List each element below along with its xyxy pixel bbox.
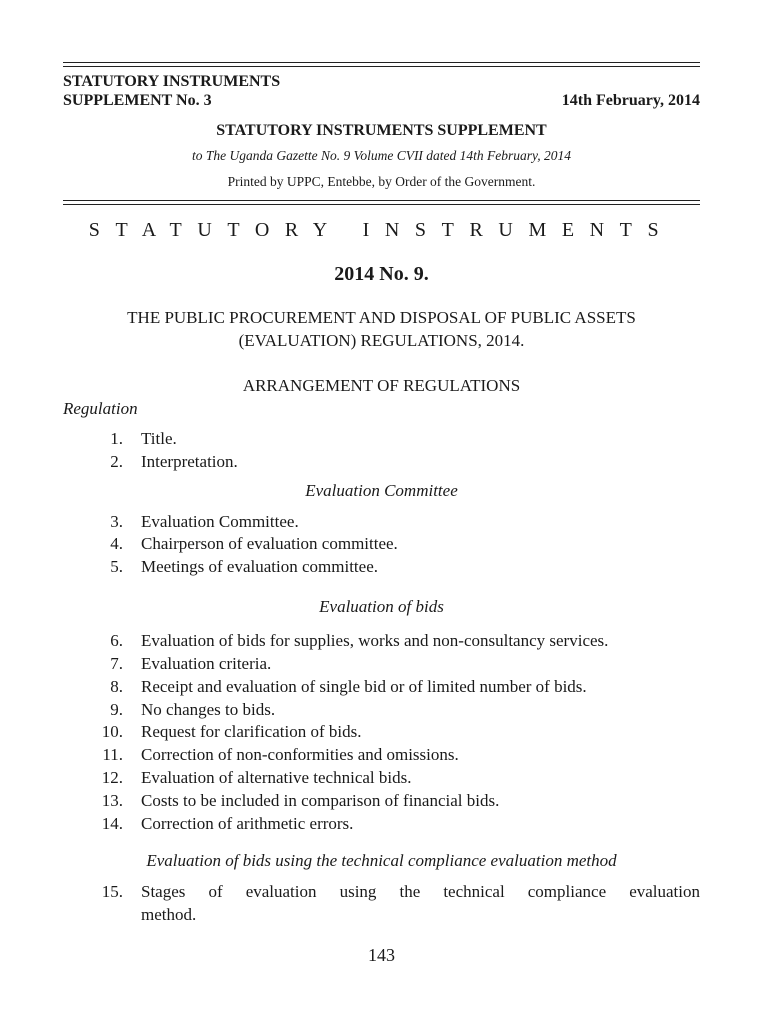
item-number: 2.	[110, 452, 123, 471]
item-text: Evaluation of alternative technical bids.	[141, 768, 412, 787]
item-number: 15.	[101, 882, 123, 901]
item-number: 8.	[110, 677, 123, 696]
top-rule-2	[63, 66, 700, 67]
item-text: Interpretation.	[141, 452, 238, 471]
section-heading-technical-compliance: Evaluation of bids using the technical compliance evaluation method	[146, 851, 617, 870]
item-number: 10.	[101, 722, 123, 741]
item-number: 9.	[110, 700, 123, 719]
item-text: Chairperson of evaluation committee.	[141, 534, 398, 553]
item-text: Title.	[141, 429, 177, 448]
item-text: Meetings of evaluation committee.	[141, 557, 378, 576]
header-date: 14th February, 2014	[561, 92, 700, 109]
item-number: 4.	[110, 534, 123, 553]
item-text: Evaluation Committee.	[141, 512, 299, 531]
item-number: 11.	[102, 745, 123, 764]
item-number: 13.	[101, 791, 123, 810]
header-line1: STATUTORY INSTRUMENTS	[63, 73, 281, 90]
item-number: 14.	[101, 814, 123, 833]
supplement-title: STATUTORY INSTRUMENTS SUPPLEMENT	[216, 122, 547, 139]
item-text: Evaluation of bids for supplies, works and non-consultancy services.	[141, 631, 609, 650]
top-rule-1	[63, 62, 700, 63]
regulation-title-line1: THE PUBLIC PROCUREMENT AND DISPOSAL OF PUBLIC ASSETS	[127, 308, 636, 327]
item-text: Receipt and evaluation of single bid or of limited number of bids.	[141, 677, 587, 696]
item-text: Correction of non-conformities and omissions.	[141, 745, 459, 764]
header-line2: SUPPLEMENT No. 3	[63, 92, 212, 109]
page-number: 143	[368, 945, 395, 965]
item-text: Evaluation criteria.	[141, 654, 272, 673]
item-text: Request for clarification of bids.	[141, 722, 362, 741]
section-heading-evaluation-of-bids: Evaluation of bids	[319, 597, 444, 616]
item-number: 1.	[110, 429, 123, 448]
item-text: Correction of arithmetic errors.	[141, 814, 354, 833]
regulation-title-line2: (EVALUATION) REGULATIONS, 2014.	[238, 331, 525, 350]
item-text: Costs to be included in comparison of financial bids.	[141, 791, 500, 810]
regulation-column-label: Regulation	[63, 399, 138, 418]
gazette-reference: to The Uganda Gazette No. 9 Volume CVII dated 14th February, 2014	[191, 148, 572, 163]
mid-rule-1	[63, 200, 700, 201]
item-number: 12.	[101, 768, 123, 787]
item-text: No changes to bids.	[141, 700, 276, 719]
item-number: 3.	[110, 512, 123, 531]
printer-line: Printed by UPPC, Entebbe, by Order of the Government.	[227, 174, 536, 189]
item-number: 5.	[110, 557, 123, 576]
item-text-continuation: method.	[141, 905, 197, 924]
item-number: 7.	[110, 654, 123, 673]
banner-title: STATUTORY INSTRUMENTS	[88, 219, 675, 241]
arrangement-heading: ARRANGEMENT OF REGULATIONS	[242, 376, 521, 395]
list-item	[63, 881, 700, 927]
instrument-number: 2014 No. 9.	[334, 263, 429, 285]
section-heading-evaluation-committee: Evaluation Committee	[305, 481, 458, 500]
item-number: 6.	[110, 631, 123, 650]
item-text: Stages of evaluation using the technical compliance evaluation	[141, 882, 700, 901]
mid-rule-2	[63, 204, 700, 205]
